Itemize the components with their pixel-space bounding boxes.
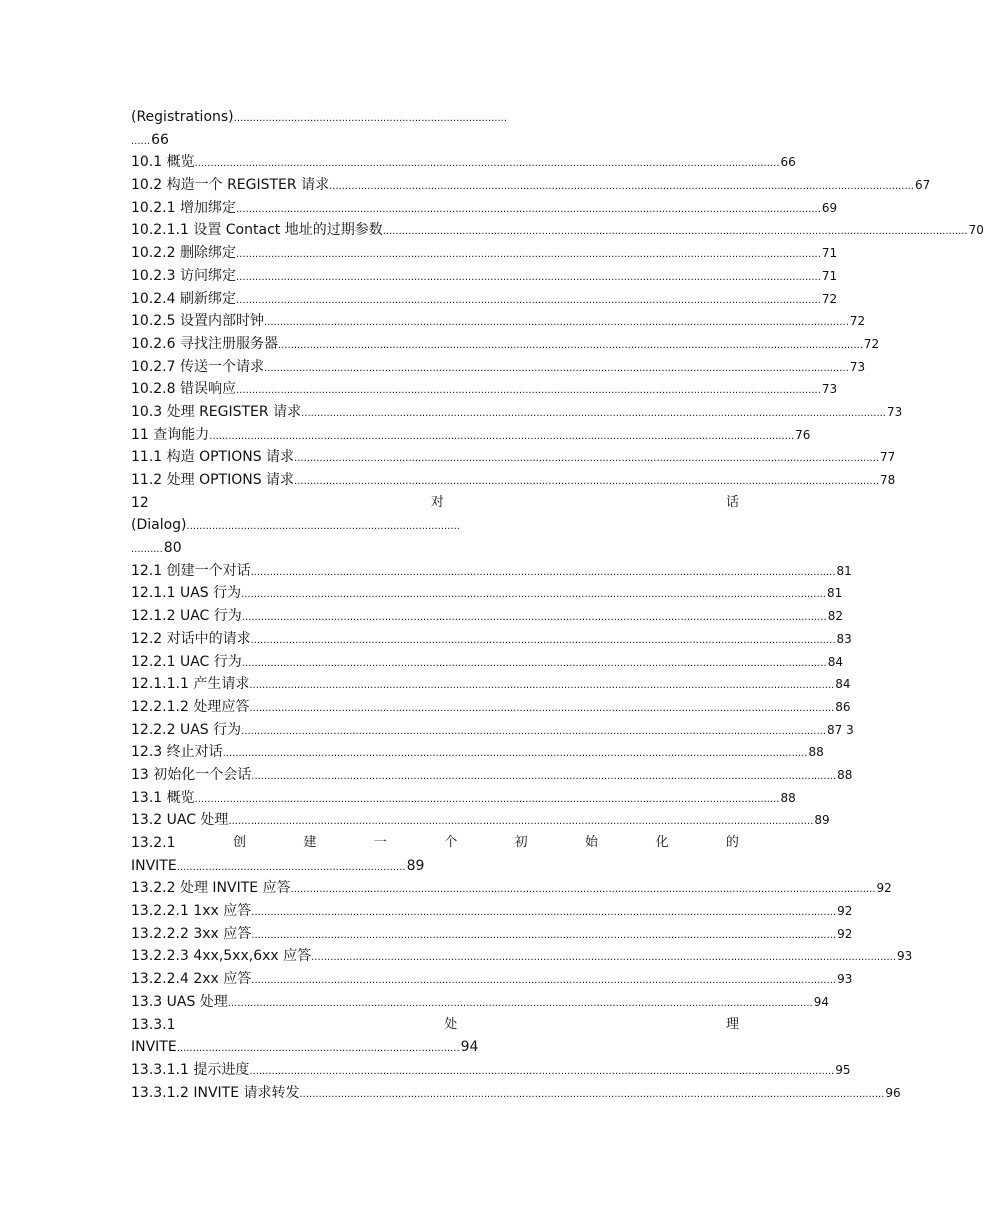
toc-entry-word: 个 [444,835,458,850]
toc-entry [131,469,896,492]
toc-entry-label: 10.2.2 删除绑定 [131,245,236,262]
toc-entry-label: INVITE [131,1039,177,1056]
toc-leader-dots: ......................................................................................... [176,1043,460,1055]
toc-entry-label: 13 初始化一个会话 [131,766,252,783]
toc-entry-label: INVITE [131,857,177,874]
toc-entry [131,900,853,923]
toc-page-number: 73 [821,382,838,397]
toc-entry [131,197,838,220]
toc-leader-dots: ...................................................................................... [233,113,508,124]
toc-entry [131,356,866,379]
toc-page-number: 88 [837,767,853,782]
toc-entry-label: 10.2.4 刷新绑定 [131,290,236,307]
toc-entry-process-invite-heading [131,1014,739,1037]
toc-entry [131,446,896,469]
toc-entry-label: 13.2 UAC 处理 [131,812,229,829]
toc-page-number: 81 [836,563,852,578]
toc-entry-label: 10.2.6 寻找注册服务器 [131,335,278,352]
toc-leader-dots: ........................................................................................................................................................................................ [241,725,827,737]
toc-entry [131,265,838,288]
toc-entry [131,809,830,832]
toc-entry-word: 建 [303,835,317,850]
toc-entry-label: 10.2.1 增加绑定 [131,199,236,216]
toc-entry-word: 处 [444,1016,458,1032]
toc-entry-label: 12.2 对话中的请求 [131,630,251,647]
toc-leader-dots: ...... [131,135,151,147]
toc-page-number: 77 [879,450,896,465]
toc-entry-create-invite [131,855,739,878]
toc-entry-label: 13.2.2.3 4xx,5xx,6xx 应答 [131,948,312,965]
toc-entry-label: 10.1 概览 [131,154,195,171]
toc-entry [131,378,838,401]
toc-entry-label: 13.3.1.2 INVITE 请求转发 [131,1084,300,1101]
toc-entry-word: 一 [373,835,387,850]
toc-entry-word: 对 [430,494,444,510]
toc-leader-dots: ........................................................................................................................................................................................ [194,793,780,805]
toc-leader-dots: ........................................................................................................................................................................................ [241,589,827,601]
toc-entry-label: 10.2.3 访问绑定 [131,267,236,284]
toc-leader-dots: ........................................................................................................................................................................................ [263,362,849,374]
toc-page-number: 83 [836,631,852,646]
toc-entry [131,151,796,174]
toc-entry-label: 10.2.1.1 设置 Contact 地址的过期参数 [131,222,383,239]
toc-page-number: 67 [914,178,931,193]
toc-leader-dots: ........................................................................ [176,861,406,873]
toc-entry-word: 化 [655,835,669,850]
toc-entry-label: 12.1.1.1 产生请求 [131,676,250,693]
toc-entry [131,628,852,651]
toc-page-number: 84 [835,677,851,692]
toc-entry-label: 10.2.8 错误响应 [131,381,236,398]
toc-leader-dots: ........................................................................................................................................................................................ [241,657,827,669]
toc-leader-dots: ........................................................................................................................................................................................ [249,702,835,714]
toc-entry-label: 13.3.1.1 提示进度 [131,1061,250,1078]
toc-entry-label: 12.3 终止对话 [131,744,223,761]
toc-entry [131,651,843,674]
toc-entry-number: 13.2.1 [131,835,176,851]
toc-leader-dots: ........................................................................................................................................................................................ [250,634,836,646]
toc-leader-dots: ........................................................................................................................................................................................ [251,929,837,941]
toc-page-number: 76 [795,427,811,442]
toc-entry-label: (Dialog) [131,517,187,534]
toc-entry-number: 13.3.1 [131,1016,176,1033]
toc-leader-dots: ........................................................................................................................................................................................ [311,952,897,964]
toc-leader-dots: ........................................................................................................................................................................................ [235,271,821,283]
toc-leader-dots: ........................................................................................................................................................................................ [251,975,837,987]
toc-page-number: 92 [837,904,853,919]
toc-entry [131,945,913,968]
toc-entry-label: 12.2.1 UAC 行为 [131,653,242,670]
toc-entry [131,877,892,900]
toc-entry [131,242,838,265]
toc-page-number: 96 [885,1085,901,1100]
toc-page-number: 73 [886,404,903,419]
toc-page-number: 66 [780,155,796,170]
toc-leader-dots: ........................................................................................................................................................................................ [290,884,876,896]
toc-entry-word: 初 [514,835,528,850]
toc-entry-dialog-heading [131,492,739,515]
toc-entry [131,310,866,333]
toc-page-number: 72 [821,291,838,306]
toc-page-number: 93 [837,972,853,987]
toc-entry-word: 始 [585,835,599,850]
toc-entry-word: 创 [232,835,246,850]
toc-leader-dots: ........................................................................................................................................................................................ [251,770,837,782]
toc-entry-label: 13.2.2.2 3xx 应答 [131,925,252,942]
toc-entry-label: 13.2.2.4 2xx 应答 [131,971,252,988]
toc-page-number: 95 [835,1062,851,1077]
toc-entry [131,174,931,197]
toc-page-number: 72 [863,336,880,351]
toc-page-number: 66 [151,131,169,148]
toc-leader-dots: ........................................................................................................................................................................................ [241,612,827,624]
toc-entry [131,764,853,787]
toc-entry [131,560,852,583]
toc-page-number: 71 [821,268,838,283]
toc-page-number: 84 [827,654,843,669]
toc-entry-number: 12 [131,494,149,511]
toc-page-number: 80 [163,540,182,557]
toc-leader-dots: ........................................................................................................................................................................................ [294,476,879,487]
toc-page-number: 94 [460,1039,479,1056]
toc-entry [131,673,851,696]
toc-page-number: 82 [827,609,843,624]
toc-entry-label: 13.1 概览 [131,789,195,806]
toc-entry [131,787,796,810]
toc-entry-label: 12.2.2 UAS 行为 [131,721,242,738]
toc-entry-dialog-page [131,537,739,560]
toc-leader-dots: ........................................................................................................................................................................................ [235,294,821,306]
toc-entry-word: 话 [725,494,739,510]
toc-entry-label: 11.1 构造 OPTIONS 请求 [131,449,295,466]
toc-page-number: 94 [813,994,829,1009]
toc-leader-dots: ........................................................................................................................................................................................ [209,430,795,442]
toc-page-number: 71 [821,246,838,261]
toc-entry-word: 理 [725,1016,739,1032]
toc-leader-dots: ........................................................................................................................................................................................ [263,317,849,329]
toc-entry [131,333,880,356]
toc-entry-process-invite [131,1036,739,1059]
toc-entry [131,741,824,764]
toc-page-number: 88 [780,790,796,805]
toc-entry [131,991,829,1014]
toc-entry-label: (Registrations) [131,109,234,125]
toc-entry-label: 10.3 处理 REGISTER 请求 [131,403,302,420]
toc-leader-dots: ........................................................................................................................................................................................ [277,339,863,351]
toc-leader-dots: ........................................................................................................................................................................................ [235,249,821,261]
toc-page-number: 93 [897,949,913,964]
toc-entry-registrations [131,106,739,129]
toc-leader-dots: ........................................................................................................................................................................................ [250,566,836,578]
toc-page-number: 88 [808,745,824,760]
toc-page-number: 81 [827,586,843,601]
toc-entry [131,1059,851,1082]
toc-entry-label: 13.3 UAS 处理 [131,993,228,1010]
toc-page-number: 69 [821,200,838,215]
toc-entry [131,605,843,628]
toc-page-number: 72 [849,314,866,329]
toc-page-number: 86 [835,699,851,714]
toc-leader-dots: ........................................................................................................................................................................................ [222,748,808,760]
toc-leader-dots: ........................................................................................................................................................................................ [249,680,835,692]
toc-leader-dots: ........................................................................................................................................................................................ [329,181,914,193]
toc-page-number: 78 [879,473,896,487]
toc-leader-dots: .......... [131,544,163,556]
toc-entry-label: 11 查询能力 [131,426,210,443]
toc-entry-create-invite-heading [131,832,739,855]
toc-leader-dots: ........................................................................................................................................................................................ [382,226,968,238]
toc-entry-label: 10.2.7 传送一个请求 [131,358,264,375]
toc-leader-dots: ........................................................................................................................................................................................ [228,816,814,828]
toc-entry-registrations-page [131,129,739,152]
toc-entry-label: 12.1 创建一个对话 [131,562,251,579]
toc-entry [131,219,984,242]
toc-page-number: 89 [406,857,425,874]
toc-entry [131,968,853,991]
table-of-contents [131,106,984,1104]
toc-page-number: 70 [968,223,984,238]
toc-leader-dots: ........................................................................................................................................................................................ [249,1065,835,1077]
toc-entry-label: 12.2.1.2 处理应答 [131,698,250,715]
toc-leader-dots: ...................................................................................... [186,521,460,533]
toc-entry [131,582,843,605]
toc-leader-dots: ........................................................................................................................................................................................ [251,907,837,919]
toc-leader-dots: ........................................................................................................................................................................................ [301,407,886,419]
toc-page-number: 92 [876,881,892,896]
toc-entry [131,401,903,424]
toc-page-number: 92 [837,926,853,941]
toc-entry-label: 12.1.1 UAS 行为 [131,585,242,602]
toc-entry-label: 10.2 构造一个 REGISTER 请求 [131,177,330,194]
toc-entry-label: 11.2 处理 OPTIONS 请求 [131,472,295,488]
toc-leader-dots: ........................................................................................................................................................................................ [194,158,780,170]
toc-leader-dots: ........................................................................................................................................................................................ [294,453,879,465]
toc-entry-dialog [131,514,739,537]
toc-leader-dots: ........................................................................................................................................................................................ [235,203,821,215]
toc-page-number: 87 3 [827,722,854,737]
toc-entry [131,424,811,447]
toc-entry [131,923,853,946]
toc-entry-label: 13.2.2.1 1xx 应答 [131,903,252,920]
toc-entry [131,288,838,311]
toc-page-number: 73 [849,359,866,374]
toc-page-number: 89 [814,813,830,828]
toc-entry-label: 13.2.2 处理 INVITE 应答 [131,880,291,897]
toc-leader-dots: ........................................................................................................................................................................................ [227,997,813,1009]
toc-entry-label: 12.1.2 UAC 行为 [131,608,242,625]
toc-entry-word: 的 [725,835,739,850]
toc-leader-dots: ........................................................................................................................................................................................ [299,1088,885,1100]
toc-entry [131,696,851,719]
toc-entry-label: 10.2.5 设置内部时钟 [131,313,264,330]
toc-leader-dots: ........................................................................................................................................................................................ [235,385,821,397]
toc-entry [131,719,854,742]
toc-entry [131,1082,901,1105]
